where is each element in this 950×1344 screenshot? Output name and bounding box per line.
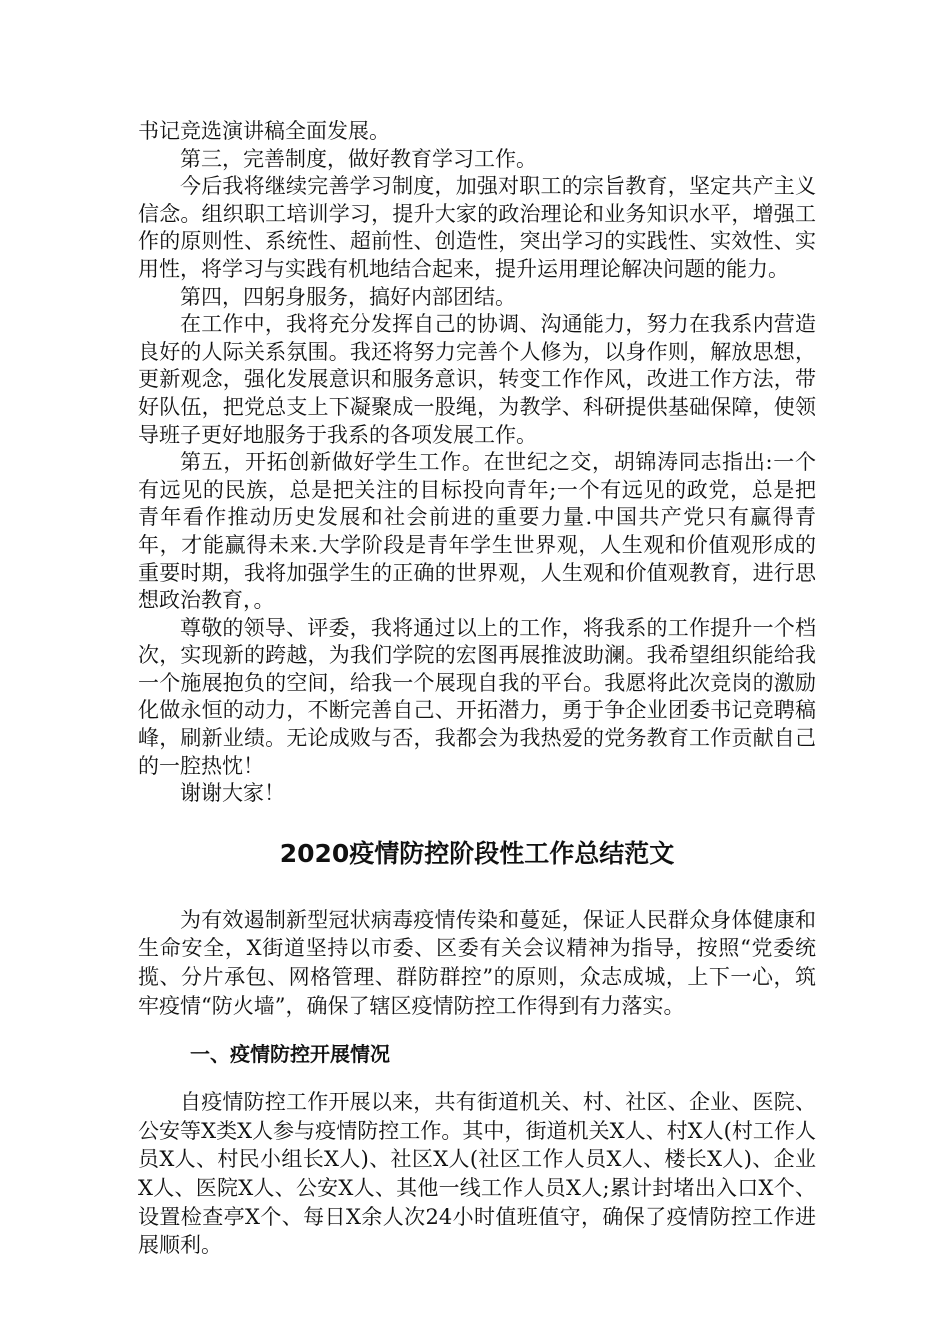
paragraph-continuation: 书记竞选演讲稿全面发展。	[138, 119, 390, 143]
paragraph-thanks: 谢谢大家！	[180, 781, 285, 806]
paragraph-point-three: 第三，完善制度，做好教育学习工作。	[180, 146, 537, 171]
document-title: 2020疫情防控阶段性工作总结范文	[279, 838, 675, 868]
paragraph-teamwork: 在工作中，我将充分发挥自己的协调、沟通能力，努力在我系内营造良好的人际关系氛围。我还将努力完善个人修为，以身作则，解放思想，更新观念，强化发展意识和服务意识，转变工作作风，改进工作方法，带好队伍，把党总支上下凝聚成一股绳，为教学、科研提供基础保障，使领导班子更好地服务于我系的各项发展工作。	[138, 312, 816, 447]
paragraph-intro: 为有效遏制新型冠状病毒疫情传染和蔓延，保证人民群众身体健康和生命安全，X街道坚持以市委、区委有关会议精神为指导，按照“党委统揽、分片承包、网格管理、群防群控”的原则，众志成城，上下一心，筑牢疫情“防火墙”，确保了辖区疫情防控工作得到有力落实。	[138, 907, 816, 1018]
paragraph-point-five: 第五，开拓创新做好学生工作。在世纪之交，胡锦涛同志指出:一个有远见的民族，总是把关注的目标投向青年;一个有远见的政党，总是把青年看作推动历史发展和社会前进的重要力量.中国共产党只有赢得青年，才能赢得未来.大学阶段是青年学生世界观，人生观和价值观形成的重要时期，我将加强学生的正确的世界观，人生观和价值观教育，进行思想政治教育，。	[138, 450, 816, 613]
paragraph-study-system: 今后我将继续完善学习制度，加强对职工的宗旨教育，坚定共产主义信念。组织职工培训学习，提升大家的政治理论和业务知识水平，增强工作的原则性、系统性、超前性、创造性，突出学习的实践性、实效性、实用性，将学习与实践有机地结合起来，提升运用理论解决问题的能力。	[138, 174, 816, 281]
paragraph-closing: 尊敬的领导、评委，我将通过以上的工作，将我系的工作提升一个档次，实现新的跨越，为我们学院的宏图再展推波助澜。我希望组织能给我一个施展抱负的空间，给我一个展现自我的平台。我愿将此次竞岗的激励化做永恒的动力，不断完善自己、开拓潜力，勇于争企业团委书记竞聘稿峰，刷新业绩。无论成败与否，我都会为我热爱的党务教育工作贡献自己的一腔热忱！	[138, 615, 816, 778]
section-heading: 一、疫情防控开展情况	[190, 1042, 390, 1067]
paragraph-section-body: 自疫情防控工作开展以来，共有街道机关、村、社区、企业、医院、公安等X类X人参与疫情防控工作。其中，街道机关X人、村X人(村工作人员X人、村民小组长X人)、社区X人(社区工作人员X人、楼长X人)、企业X人、医院X人、公安X人、其他一线工作人员X人;累计封堵出入口X个、设置检查亭X个、每日X余人次24小时值班值守，确保了疫情防控工作进展顺利。	[138, 1090, 816, 1258]
document-page	[138, 118, 816, 1260]
paragraph-point-four: 第四，四躬身服务，搞好内部团结。	[180, 284, 516, 309]
